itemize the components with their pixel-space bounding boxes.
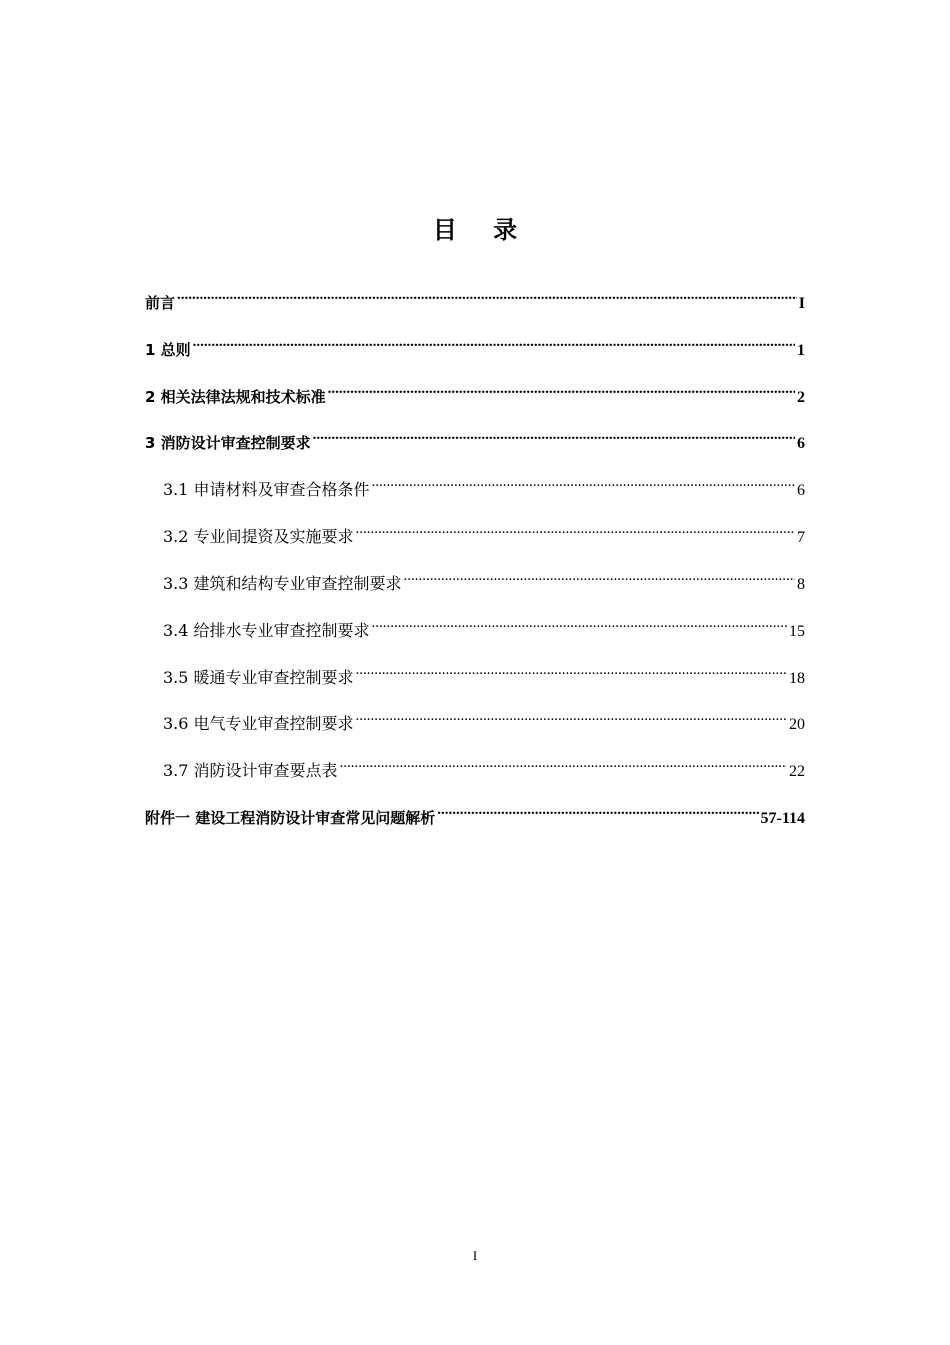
toc-entry-label: 3.2 专业间提资及实施要求 [163, 527, 354, 546]
toc-leader-dots [340, 750, 787, 776]
toc-entry-3-1[interactable] [163, 469, 805, 499]
toc-leader-dots [356, 657, 787, 683]
toc-leader-dots [372, 610, 787, 636]
toc-entry-label: 2 相关法律法规和技术标准 [145, 388, 326, 406]
toc-entry-3-7[interactable] [163, 750, 805, 780]
toc-leader-dots [193, 329, 795, 355]
toc-entry-laws-standards[interactable] [145, 376, 805, 406]
toc-entry-label: 1 总则 [145, 341, 191, 359]
toc-entry-3-6[interactable] [163, 703, 805, 733]
toc-leader-dots [404, 563, 795, 589]
toc-entry-page: 6 [797, 435, 805, 452]
toc-entry-label: 3.4 给排水专业审查控制要求 [163, 621, 370, 640]
page-number: I [472, 1248, 478, 1263]
toc-entry-page: 1 [797, 342, 805, 359]
toc-entry-page: 8 [797, 576, 805, 593]
toc-entry-page: I [798, 295, 805, 312]
toc-entry-3-3[interactable] [163, 563, 805, 593]
toc-entry-label: 3.7 消防设计审查要点表 [163, 761, 338, 780]
toc-entry-label: 3 消防设计审查控制要求 [145, 434, 311, 452]
toc-entry-review-control[interactable] [145, 422, 805, 452]
toc-entry-label: 附件一 建设工程消防设计审查常见问题解析 [145, 809, 436, 827]
toc-leader-dots [356, 516, 795, 542]
toc-leader-dots [372, 469, 795, 495]
toc-entry-label: 3.1 申请材料及审查合格条件 [163, 480, 370, 499]
toc-entry-3-4[interactable] [163, 610, 805, 640]
toc-leader-dots [328, 376, 795, 402]
toc-entry-label: 3.3 建筑和结构专业审查控制要求 [163, 574, 402, 593]
toc-entry-label: 前言 [145, 294, 176, 312]
toc-leader-dots [437, 797, 758, 823]
toc-entry-label: 3.6 电气专业审查控制要求 [163, 714, 354, 733]
toc-entry-preface[interactable] [145, 282, 805, 312]
toc-entry-page: 20 [789, 716, 805, 733]
toc-leader-dots [177, 282, 797, 308]
toc-entry-3-5[interactable] [163, 657, 805, 687]
toc-entry-label: 3.5 暖通专业审查控制要求 [163, 668, 354, 687]
toc-entry-page: 7 [797, 529, 805, 546]
page-title: 目 录 [432, 216, 532, 244]
toc-entry-general[interactable] [145, 329, 805, 359]
toc-entry-page: 15 [789, 623, 805, 640]
toc-entry-page: 18 [789, 670, 805, 687]
toc-entry-page: 22 [789, 763, 805, 780]
toc-entry-page: 2 [797, 389, 805, 406]
toc-entry-page: 57-114 [760, 810, 805, 827]
toc-entry-page: 6 [797, 482, 805, 499]
toc-leader-dots [313, 422, 795, 448]
toc-entry-3-2[interactable] [163, 516, 805, 546]
toc-leader-dots [356, 703, 787, 729]
toc-entry-appendix-1[interactable] [145, 797, 805, 827]
